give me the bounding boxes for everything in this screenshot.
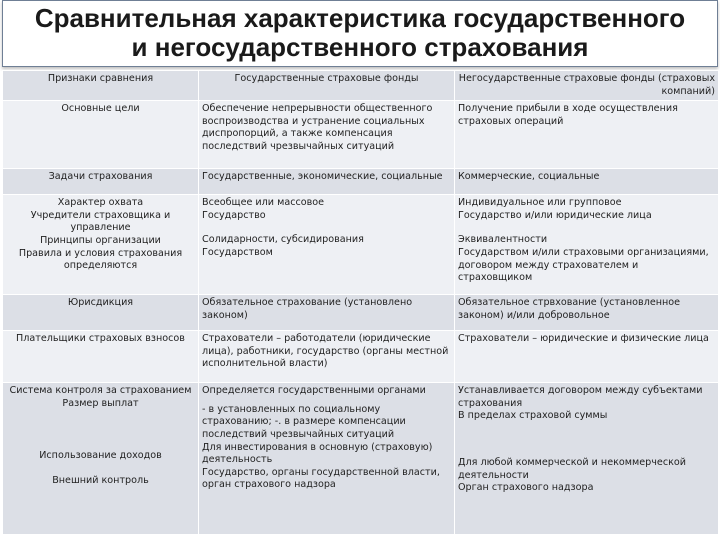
- criterion-text: Плательщики страховых взносов: [16, 333, 185, 345]
- state-text: - в установленных по социальному страхованию; -. в размере компенсации последствий чрезвычайных ситуаций: [202, 403, 406, 440]
- nonstate-text: Коммерческие, социальные: [458, 171, 600, 183]
- state-text: Всеобщее или массовое: [202, 197, 325, 209]
- table-header-row: [3, 71, 719, 101]
- row-criterion: [3, 295, 199, 331]
- title-line-2: и негосударственного страхования: [131, 32, 589, 62]
- table-row: [3, 169, 719, 195]
- nonstate-text: Орган страхового надзора: [458, 482, 594, 494]
- table-row: [3, 195, 719, 295]
- row-nonstate: [455, 169, 719, 195]
- row-nonstate: [455, 195, 719, 295]
- title-line-1: Сравнительная характеристика государственного: [34, 3, 686, 33]
- state-text: Солидарности, субсидирования: [202, 234, 364, 246]
- table-row: [3, 331, 719, 383]
- row-nonstate: [455, 101, 719, 169]
- nonstate-text: Обязательное стрвхование (установленное законом) и/или добровольное: [458, 297, 681, 321]
- header-nonstate-funds: Негосударственные страховые фонды (страховых компаний): [455, 71, 719, 101]
- nonstate-text: Устанавливается договором между субъектами страхования: [458, 385, 703, 409]
- row-nonstate: [455, 295, 719, 331]
- nonstate-text: Для любой коммерческой и некоммерческой деятельности: [458, 456, 686, 481]
- row-criterion: [3, 195, 199, 295]
- nonstate-text: Страхователи – юридические и физические лица: [458, 333, 709, 345]
- table-row: [3, 295, 719, 331]
- row-state: [199, 101, 455, 169]
- nonstate-text: В пределах страховой суммы: [458, 410, 608, 422]
- state-text: Государством: [202, 246, 273, 258]
- criterion-text: Размер выплат: [62, 397, 139, 409]
- row-state: [199, 383, 455, 535]
- comparison-table-container: [0, 70, 720, 540]
- state-text: Определяется государственными органами: [202, 385, 426, 397]
- table-row: [3, 101, 719, 169]
- table-row: [3, 383, 719, 535]
- state-text: Государственные, экономические, социальные: [202, 171, 443, 183]
- criterion-text: Система контроля за страхованием: [9, 385, 192, 397]
- criterion-text: Принципы организации: [40, 234, 161, 246]
- state-text: Для инвестирования в основную (страховую) деятельность: [202, 441, 433, 466]
- criterion-text: Учредители страховщика и управление: [30, 209, 171, 234]
- criterion-text: Характер охвата: [57, 197, 144, 209]
- header-state-funds: Государственные страховые фонды: [199, 71, 455, 101]
- nonstate-text: Государством и/или страховыми организациями, договором между страхователем и страховщиком: [458, 246, 709, 284]
- row-nonstate: [455, 331, 719, 383]
- row-nonstate: [455, 383, 719, 535]
- criterion-text: Использование доходов: [39, 450, 162, 462]
- slide-title: [2, 0, 718, 67]
- row-criterion: [3, 101, 199, 169]
- nonstate-text: Получение прибыли в ходе осуществления страховых операций: [458, 103, 678, 127]
- nonstate-text: Эквивалентности: [458, 234, 548, 246]
- row-criterion: [3, 383, 199, 535]
- criterion-text: Юрисдикция: [67, 297, 134, 309]
- criterion-text: Правила и условия страхования определяются: [18, 247, 183, 272]
- criterion-text: Внешний контроль: [52, 474, 149, 486]
- row-criterion: [3, 169, 199, 195]
- state-text: Обязательное страхование (установлено законом): [202, 297, 413, 321]
- state-text: Обеспечение непрерывности общественного воспроизводства и устранение социальных диспропорций, а также компенсация последствий чрезвычайных ситуаций: [202, 103, 433, 152]
- state-text: Страхователи – работодатели (юридические лица), работники, государство (органы местной исполнительной власти): [202, 333, 449, 370]
- state-text: Государство, органы государственной власти, орган страхового надзора: [202, 466, 440, 491]
- criterion-text: Задачи страхования: [48, 171, 153, 183]
- nonstate-text: Государство и/или юридические лица: [458, 209, 652, 221]
- row-criterion: [3, 331, 199, 383]
- state-text: Государство: [202, 209, 266, 221]
- row-state: [199, 295, 455, 331]
- row-state: [199, 195, 455, 295]
- criterion-text: Основные цели: [61, 103, 140, 115]
- header-criterion: Признаки сравнения: [3, 71, 199, 101]
- nonstate-text: Индивидуальное или групповое: [458, 197, 622, 209]
- row-state: [199, 331, 455, 383]
- row-state: [199, 169, 455, 195]
- comparison-table: [2, 70, 719, 535]
